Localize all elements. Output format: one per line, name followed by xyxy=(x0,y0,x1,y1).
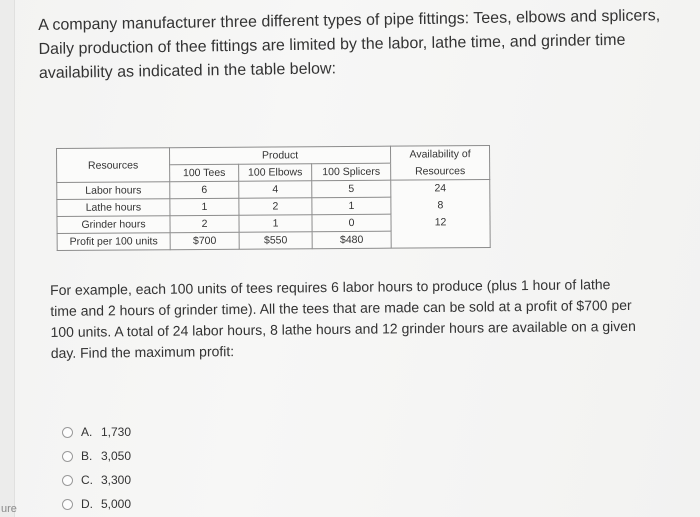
radio-button[interactable] xyxy=(62,499,73,510)
column-header-splicers: 100 Splicers xyxy=(312,163,391,181)
cell-profit-splicers: $480 xyxy=(312,231,391,249)
radio-button[interactable] xyxy=(62,451,73,462)
cell-profit-tees: $700 xyxy=(170,232,239,249)
cell-labor-tees: 6 xyxy=(170,181,239,198)
cell-labor-availability: 24 xyxy=(391,179,490,197)
cell-grinder-elbows: 1 xyxy=(239,215,312,233)
availability-header-line1: Availability of xyxy=(390,145,489,163)
cell-labor-splicers: 5 xyxy=(312,180,391,198)
cell-grinder-availability: 12 xyxy=(391,213,490,231)
cell-profit-elbows: $550 xyxy=(239,232,312,250)
product-header: Product xyxy=(170,146,391,165)
table-row xyxy=(57,230,490,250)
option-c[interactable] xyxy=(62,468,131,492)
problem-intro: A company manufacturer three different types of pipe fittings: Tees, elbows and splicers, Daily production of thee fittings are limited by the labor, lathe time, and grinder time availability as indicated in the table below: xyxy=(38,7,661,82)
option-letter: D. xyxy=(81,497,93,511)
row-label-profit: Profit per 100 units xyxy=(57,233,170,251)
cell-lathe-availability: 8 xyxy=(391,196,490,214)
edge-text-fragment: ure xyxy=(1,503,17,515)
column-header-tees: 100 Tees xyxy=(170,164,239,181)
option-value: 3,050 xyxy=(101,449,132,463)
radio-button[interactable] xyxy=(62,475,73,486)
option-b[interactable] xyxy=(62,444,131,468)
resources-header: Resources xyxy=(57,148,170,183)
option-d[interactable] xyxy=(62,492,131,516)
option-value: 5,000 xyxy=(101,497,132,511)
option-letter: A. xyxy=(81,425,93,439)
answer-options xyxy=(62,420,131,516)
row-label-grinder: Grinder hours xyxy=(57,216,170,234)
row-label-labor: Labor hours xyxy=(57,182,170,200)
cell-grinder-splicers: 0 xyxy=(312,214,391,232)
cell-lathe-tees: 1 xyxy=(170,198,239,215)
cell-profit-availability xyxy=(391,230,490,248)
cell-lathe-elbows: 2 xyxy=(239,198,312,216)
resource-table xyxy=(56,145,491,251)
option-value: 3,300 xyxy=(101,473,132,487)
option-letter: B. xyxy=(81,449,93,463)
example-paragraph: For example, each 100 units of tees requires 6 labor hours to produce (plus 1 hour of lathe time and 2 hours of grinder time). All the tees that are made can be sold at a profit of $700 per 100 units. A total of 24 labor hours, 8 lathe hours and 12 grinder hours are available on a given day. Find the maximum profit: xyxy=(50,276,636,361)
resource-table-container xyxy=(56,145,491,251)
cell-lathe-splicers: 1 xyxy=(312,197,391,215)
availability-header-line2: Resources xyxy=(391,162,490,180)
cell-grinder-tees: 2 xyxy=(170,215,239,232)
row-label-lathe: Lathe hours xyxy=(57,199,170,217)
cell-labor-elbows: 4 xyxy=(239,181,312,199)
radio-button[interactable] xyxy=(62,427,73,438)
option-letter: C. xyxy=(81,473,93,487)
option-value: 1,730 xyxy=(101,425,132,439)
column-header-elbows: 100 Elbows xyxy=(239,164,312,182)
option-a[interactable] xyxy=(62,420,131,444)
left-window-edge xyxy=(0,0,15,517)
